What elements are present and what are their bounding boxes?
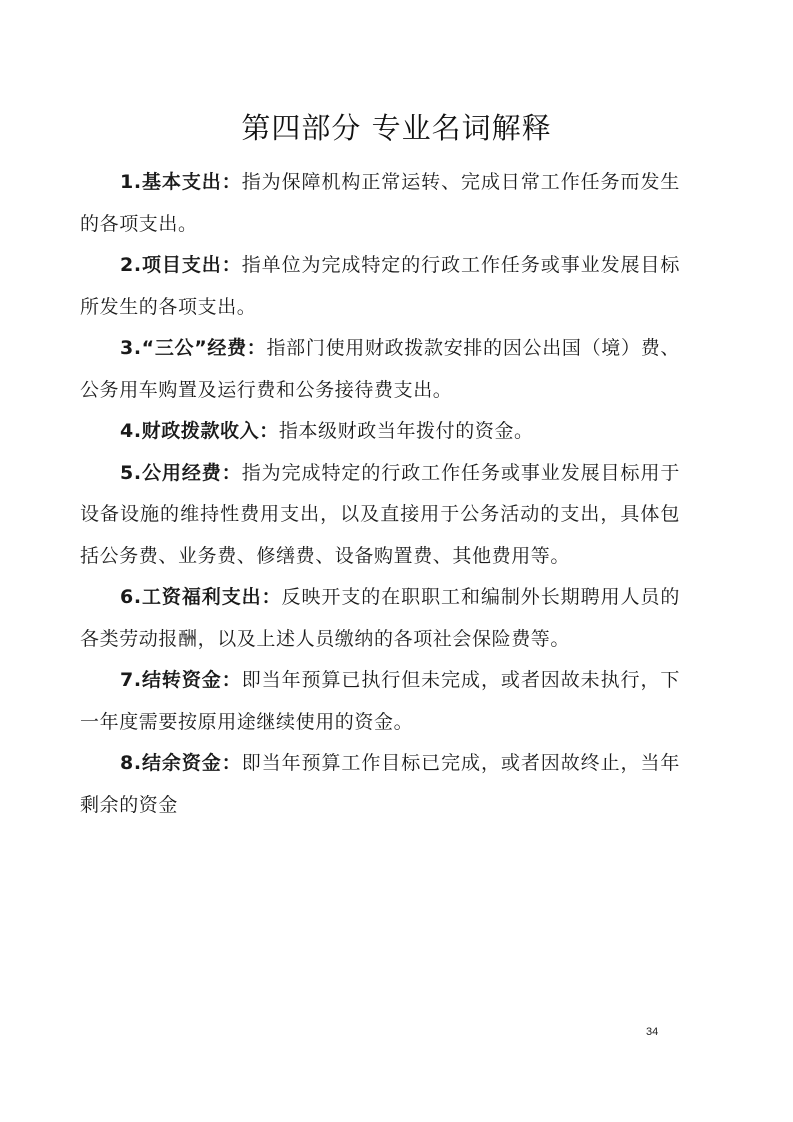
glossary-definition: 指为完成特定的行政工作任务或事业发展目标用于设备设施的维持性费用支出，以及直接用于公务活动的支出，具体包括公务费、业务费、修缮费、设备购置费、其他费用等。 [80,461,681,567]
glossary-list [80,162,680,826]
glossary-entry-2 [80,245,680,328]
glossary-definition: 指部门使用财政拨款安排的因公出国（境）费、公务用车购置及运行费和公务接待费支出。 [80,337,680,401]
glossary-term: 3.“三公”经费： [120,337,267,359]
glossary-entry-5 [80,453,680,578]
glossary-term: 5.公用经费： [120,461,242,484]
glossary-definition: 指为保障机构正常运转、完成日常工作任务而发生的各项支出。 [80,171,681,235]
glossary-term: 1.基本支出： [120,171,242,193]
glossary-definition: 即当年预算已执行但未完成，或者因故未执行，下一年度需要按原用途继续使用的资金。 [80,669,681,733]
glossary-term: 6.工资福利支出： [120,586,282,608]
glossary-definition: 指本级财政当年拨付的资金。 [278,420,534,442]
glossary-term: 4.财政拨款收入： [120,420,279,442]
glossary-definition: 即当年预算工作目标已完成，或者因故终止，当年剩余的资金 [80,752,681,816]
glossary-entry-7 [80,660,680,743]
glossary-entry-1 [80,162,680,245]
glossary-definition: 反映开支的在职职工和编制外长期聘用人员的各类劳动报酬，以及上述人员缴纳的各项社会保险费等。 [80,586,680,650]
page-title: 第四部分 专业名词解释 [241,111,552,145]
glossary-term: 7.结转资金： [120,669,242,691]
glossary-entry-3 [80,328,680,411]
glossary-term: 2.项目支出： [120,254,242,276]
glossary-definition: 指单位为完成特定的行政工作任务或事业发展目标所发生的各项支出。 [80,254,681,318]
glossary-entry-4 [80,411,680,453]
page-number: 34 [646,1026,659,1038]
glossary-entry-8 [80,743,680,826]
glossary-term: 8.结余资金： [120,752,242,774]
glossary-entry-6 [80,577,680,660]
